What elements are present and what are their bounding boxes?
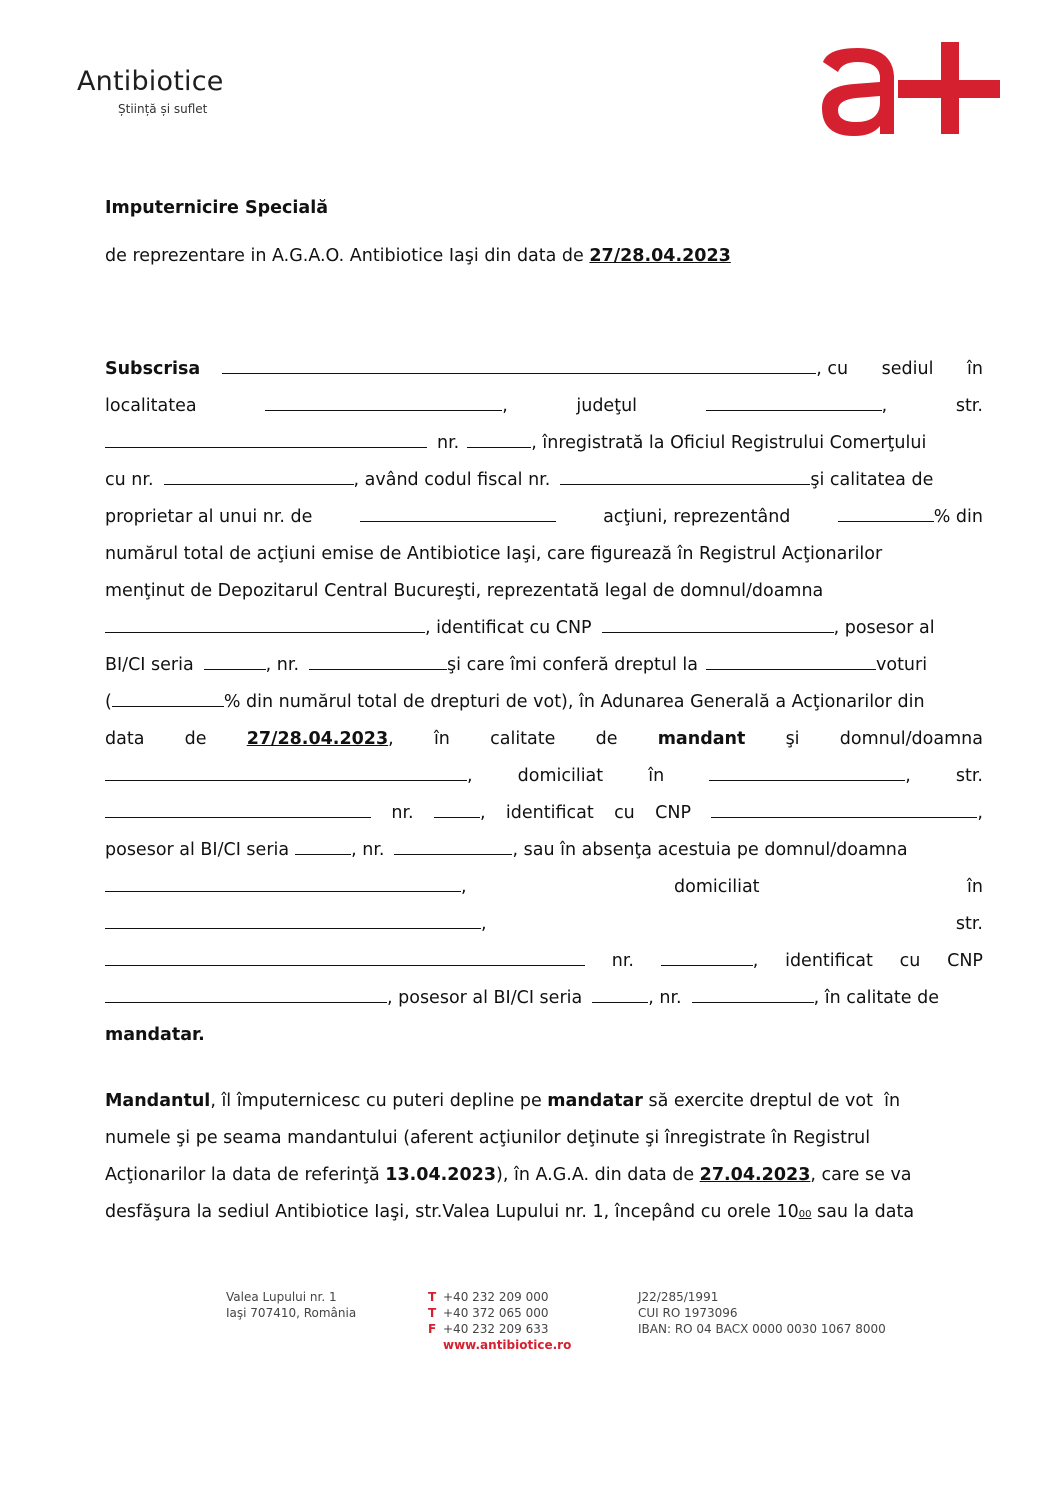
text-line — [105, 721, 983, 758]
mandatar-label: mandatar. — [105, 1025, 205, 1045]
text-fragment: , nr. — [265, 655, 300, 675]
text-fragment: domiciliat — [517, 766, 604, 786]
mandantul-label: Mandantul — [105, 1091, 211, 1111]
text-fragment: şi — [785, 729, 800, 749]
representative-cnp-blank[interactable] — [602, 619, 834, 633]
text-fragment: CNP — [655, 803, 692, 823]
text-fragment: BI/CI seria — [105, 655, 194, 675]
text-fragment: judeţul — [576, 396, 638, 416]
text-fragment: de — [184, 729, 207, 749]
text-fragment: str. — [955, 914, 983, 934]
declaration-paragraph — [105, 351, 983, 1054]
alt-proxy-cnp-blank[interactable] — [105, 989, 387, 1003]
aga-date: 27.04.2023 — [699, 1165, 811, 1185]
text-line — [105, 906, 983, 943]
text-line — [105, 499, 983, 536]
text-fragment: posesor al BI/CI seria — [105, 840, 290, 860]
proxy-street-blank[interactable] — [105, 804, 371, 818]
alt-proxy-street-number-blank[interactable] — [661, 952, 753, 966]
alt-proxy-id-number-blank[interactable] — [692, 989, 814, 1003]
text-fragment: , nr. — [648, 988, 682, 1008]
brand-name: Antibiotice — [77, 66, 224, 97]
address-line: Iaşi 707410, România — [226, 1306, 357, 1320]
text-fragment: ), în A.G.A. din data de — [496, 1165, 700, 1185]
text-fragment: , nr. — [351, 840, 385, 860]
text-fragment: , — [752, 951, 759, 971]
locality-blank[interactable] — [265, 397, 502, 411]
text-fragment: şi care îmi conferă dreptul la — [447, 655, 698, 675]
text-fragment: identificat — [785, 951, 873, 971]
text-line — [105, 1194, 993, 1231]
text-line — [105, 832, 983, 869]
text-fragment: str. — [955, 396, 983, 416]
fiscal-code-blank[interactable] — [560, 471, 810, 485]
text-line — [105, 425, 983, 462]
text-line — [105, 758, 983, 795]
shares-percent-blank[interactable] — [838, 508, 934, 522]
text-fragment: identificat — [505, 803, 594, 823]
text-fragment: numărul total de acţiuni emise de Antibiotice Iaşi, care figurează în Registrul Acţionarilor — [105, 544, 883, 564]
text-fragment: nr. — [391, 803, 414, 823]
text-fragment: şi calitatea de — [810, 470, 934, 490]
text-line — [105, 795, 983, 832]
iban: IBAN: RO 04 BACX 0000 0030 1067 8000 — [638, 1322, 886, 1336]
proxy-id-number-blank[interactable] — [394, 841, 512, 855]
text-line — [105, 684, 983, 721]
reference-date: 13.04.2023 — [385, 1165, 497, 1185]
text-line — [105, 536, 983, 573]
street-blank[interactable] — [105, 434, 427, 448]
votes-percent-blank[interactable] — [112, 693, 224, 707]
text-fragment: , — [977, 803, 983, 823]
company-name-blank[interactable] — [222, 360, 816, 374]
meeting-date: 27/28.04.2023 — [246, 729, 389, 749]
text-fragment: , — [905, 766, 911, 786]
text-fragment: domnul/doamna — [839, 729, 983, 749]
text-fragment: , posesor al BI/CI seria — [387, 988, 583, 1008]
mandant-label: mandant — [657, 729, 746, 749]
alt-proxy-residence-blank[interactable] — [105, 915, 481, 929]
text-line — [105, 610, 983, 647]
text-fragment: în — [967, 877, 983, 897]
text-fragment: , — [479, 803, 486, 823]
text-fragment: desfăşura la sediul Antibiotice Iaşi, str.Valea Lupului nr. 1, începând cu orele 10 — [105, 1202, 799, 1222]
fax-number: +40 232 209 633 — [443, 1322, 549, 1336]
text-line — [105, 351, 983, 388]
text-fragment: sediul — [881, 359, 934, 379]
text-fragment: , în calitate de — [813, 988, 939, 1008]
text-line — [105, 462, 983, 499]
text-fragment: calitate — [490, 729, 556, 749]
text-fragment: menţinut de Depozitarul Central Bucureşti, reprezentată legal de domnul/doamna — [105, 581, 824, 601]
text-fragment: , identificat cu CNP — [425, 618, 592, 638]
text-line — [105, 1157, 993, 1194]
legal-representative-blank[interactable] — [105, 619, 425, 633]
alt-proxy-street-blank[interactable] — [105, 952, 585, 966]
text-fragment: % din — [933, 507, 983, 527]
proxy-id-series-blank[interactable] — [295, 841, 351, 855]
phone-label: T — [428, 1290, 437, 1304]
footer-contacts — [428, 1289, 571, 1353]
text-line — [105, 573, 983, 610]
proxy-residence-blank[interactable] — [709, 767, 905, 781]
subscrisa-label: Subscrisa — [105, 359, 201, 379]
text-fragment: numele şi pe seama mandantului (aferent acţiunilor deţinute şi înregistrate în Registrul — [105, 1128, 871, 1148]
text-fragment: nr. — [437, 433, 460, 453]
text-fragment: cu — [899, 951, 921, 971]
text-fragment: , sau în absenţa acestuia pe domnul/doamna — [512, 840, 908, 860]
text-fragment: nr. — [611, 951, 634, 971]
text-fragment: Acţionarilor la data de referinţă — [105, 1165, 386, 1185]
text-fragment: în — [648, 766, 665, 786]
address-line: Valea Lupului nr. 1 — [226, 1290, 337, 1304]
fiscal-code: CUI RO 1973096 — [638, 1306, 738, 1320]
text-fragment: voturi — [876, 655, 928, 675]
text-fragment: ( — [105, 692, 112, 712]
text-fragment: % din numărul total de drepturi de vot), în Adunarea Generală a Acţionarilor din — [223, 692, 925, 712]
text-fragment: acţiuni, reprezentând — [603, 507, 791, 527]
subtitle-date: 27/28.04.2023 — [589, 246, 731, 266]
text-fragment: cu nr. — [105, 470, 154, 490]
text-line — [105, 980, 983, 1017]
text-fragment: , — [461, 877, 467, 897]
text-fragment: , — [481, 914, 487, 934]
text-fragment: , posesor al — [833, 618, 935, 638]
text-fragment: , cu — [816, 359, 849, 379]
website-link[interactable]: www.antibiotice.ro — [443, 1338, 572, 1352]
text-fragment: CNP — [947, 951, 983, 971]
text-fragment: domiciliat — [674, 877, 760, 897]
company-logo — [77, 66, 224, 116]
mandatar-label: mandatar — [547, 1091, 643, 1111]
text-fragment: de — [595, 729, 618, 749]
text-line — [105, 869, 983, 906]
subtitle-text: de reprezentare in A.G.A.O. Antibiotice Iaşi din data de — [105, 246, 590, 266]
phone-number: +40 372 065 000 — [443, 1306, 549, 1320]
footer-address — [226, 1289, 356, 1321]
document-title: Imputernicire Specială — [105, 198, 329, 218]
text-fragment: , înregistrată la Oficiul Registrului Comerţului — [531, 433, 927, 453]
text-fragment: proprietar al unui nr. de — [105, 507, 313, 527]
phone-label: T — [428, 1306, 437, 1320]
mandate-paragraph — [105, 1083, 993, 1231]
registration-number: J22/285/1991 — [638, 1290, 719, 1304]
proxy-street-number-blank[interactable] — [434, 804, 480, 818]
county-blank[interactable] — [706, 397, 882, 411]
registry-number-blank[interactable] — [164, 471, 354, 485]
text-fragment: , care se va — [810, 1165, 912, 1185]
text-line — [105, 1017, 983, 1054]
votes-count-blank[interactable] — [706, 656, 876, 670]
text-fragment: , — [502, 396, 508, 416]
text-fragment: , — [388, 729, 394, 749]
text-fragment: să exercite dreptul de vot în — [642, 1091, 901, 1111]
text-fragment: str. — [955, 766, 983, 786]
document-subtitle — [105, 246, 731, 266]
proxy-cnp-blank[interactable] — [711, 804, 977, 818]
text-fragment: , având codul fiscal nr. — [353, 470, 551, 490]
phone-number: +40 232 209 000 — [443, 1290, 549, 1304]
text-fragment: cu — [614, 803, 635, 823]
footer-registration — [638, 1289, 886, 1337]
alt-proxy-id-series-blank[interactable] — [592, 989, 648, 1003]
text-fragment: în — [433, 729, 450, 749]
text-fragment: în — [967, 359, 983, 379]
shares-count-blank[interactable] — [360, 508, 556, 522]
street-number-blank[interactable] — [467, 434, 531, 448]
text-line — [105, 647, 983, 684]
text-line — [105, 388, 983, 425]
id-series-blank[interactable] — [204, 656, 266, 670]
text-fragment: , — [467, 766, 473, 786]
text-line — [105, 943, 983, 980]
text-line — [105, 1120, 993, 1157]
fax-label: F — [428, 1322, 437, 1336]
text-fragment: , — [881, 396, 888, 416]
a-plus-logo-icon — [818, 42, 1004, 142]
brand-tagline: Știință și suflet — [118, 102, 208, 116]
alt-proxy-name-blank[interactable] — [105, 878, 461, 892]
id-number-blank[interactable] — [309, 656, 447, 670]
proxy-name-blank[interactable] — [105, 767, 467, 781]
text-fragment: sau la data — [811, 1202, 915, 1222]
text-fragment: , îl împuternicesc cu puteri depline pe — [210, 1091, 548, 1111]
text-line — [105, 1083, 993, 1120]
text-fragment: localitatea — [105, 396, 197, 416]
time-superscript: 00 — [798, 1209, 812, 1220]
text-fragment: data — [105, 729, 145, 749]
